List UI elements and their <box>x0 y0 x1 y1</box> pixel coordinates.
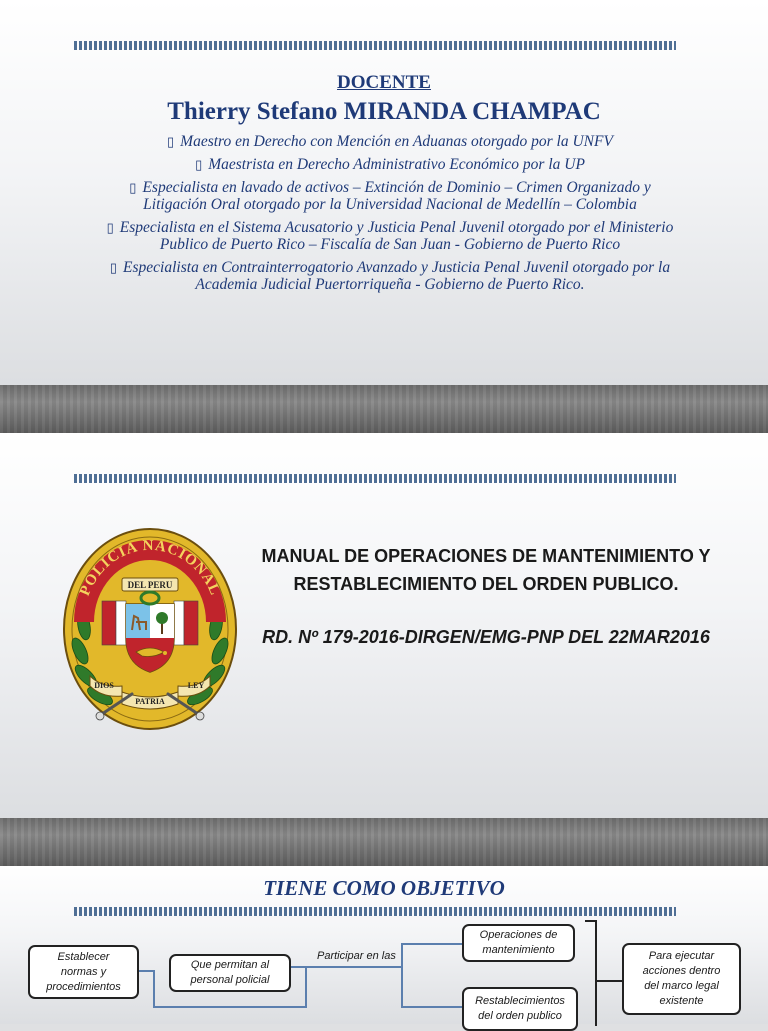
connector-line <box>305 966 307 1008</box>
emblem-banner-text: DEL PERU <box>127 580 173 590</box>
qualification-item: ▯ Maestrista en Derecho Administrativo Económico por la UP <box>195 156 585 173</box>
connector-line <box>401 943 403 1007</box>
bracket-pointer <box>596 980 622 982</box>
slide-docente <box>0 0 768 385</box>
objetivo-title: TIENE COMO OBJETIVO <box>263 876 505 900</box>
qualifications-list <box>40 133 740 299</box>
square-bullet-icon: ▯ <box>106 220 114 235</box>
connector-line <box>153 1006 307 1008</box>
participar-label: Participar en las <box>317 950 396 962</box>
motto-patria: PATRIA <box>135 697 165 706</box>
connector-line <box>290 966 402 968</box>
bracket <box>585 920 597 1026</box>
dashed-divider <box>74 907 676 916</box>
connector-line <box>401 943 463 945</box>
manual-title: MANUAL DE OPERACIONES DE MANTENIMIENTO Y RESTABLECIMIENTO DEL ORDEN PUBLICO. <box>261 546 711 594</box>
square-bullet-icon: ▯ <box>167 134 175 149</box>
box-restablecimientos: Restablecimientos del orden publico <box>462 987 578 1031</box>
square-bullet-icon: ▯ <box>195 157 203 172</box>
emblem-ring-text: POLICIA NACIONAL <box>77 537 223 599</box>
box-establecer: Establecer normas y procedimientos <box>28 945 139 999</box>
dashed-divider <box>74 474 676 483</box>
docente-label: DOCENTE <box>337 72 431 93</box>
box-operaciones: Operaciones de mantenimiento <box>462 924 575 962</box>
box-permitan: Que permitan al personal policial <box>169 954 291 992</box>
connector-line <box>153 970 155 1008</box>
rd-title: RD. Nº 179-2016-DIRGEN/EMG-PNP DEL 22MAR2016 <box>262 627 710 647</box>
box-ejecutar: Para ejecutar acciones dentro del marco legal existente <box>622 943 741 1015</box>
qualification-item: ▯ Maestro en Derecho con Mención en Aduanas otorgado por la UNFV <box>167 133 613 150</box>
connector-line <box>138 970 154 972</box>
dashed-divider <box>74 41 676 50</box>
docente-name: Thierry Stefano MIRANDA CHAMPAC <box>167 98 601 125</box>
policia-nacional-emblem <box>62 526 238 731</box>
square-bullet-icon: ▯ <box>109 260 118 275</box>
qualification-item: ▯ Especialista en lavado de activos – Extinción de Dominio – Crimen Organizado y Litigación Oral otorgado por la Universidad Nacional de Medellín – Colombia <box>129 179 651 213</box>
qualification-item: ▯ Especialista en el Sistema Acusatorio y Justicia Penal Juvenil otorgado por el Ministerio Publico de Puerto Rico – Fiscalía de San Juan - Gobierno de Puerto Rico <box>106 219 674 253</box>
motto-ley: LEY <box>187 681 205 690</box>
connector-line <box>401 1006 463 1008</box>
qualification-item: ▯ Especialista en Contrainterrogatorio Avanzado y Justicia Penal Juvenil otorgado por la Academia Judicial Puertorriqueña - Gobierno de Puerto Rico. <box>109 259 671 293</box>
slide-floor-texture <box>0 385 768 433</box>
square-bullet-icon: ▯ <box>129 180 137 195</box>
slide-floor-texture <box>0 818 768 866</box>
motto-dios: DIOS <box>94 681 114 690</box>
